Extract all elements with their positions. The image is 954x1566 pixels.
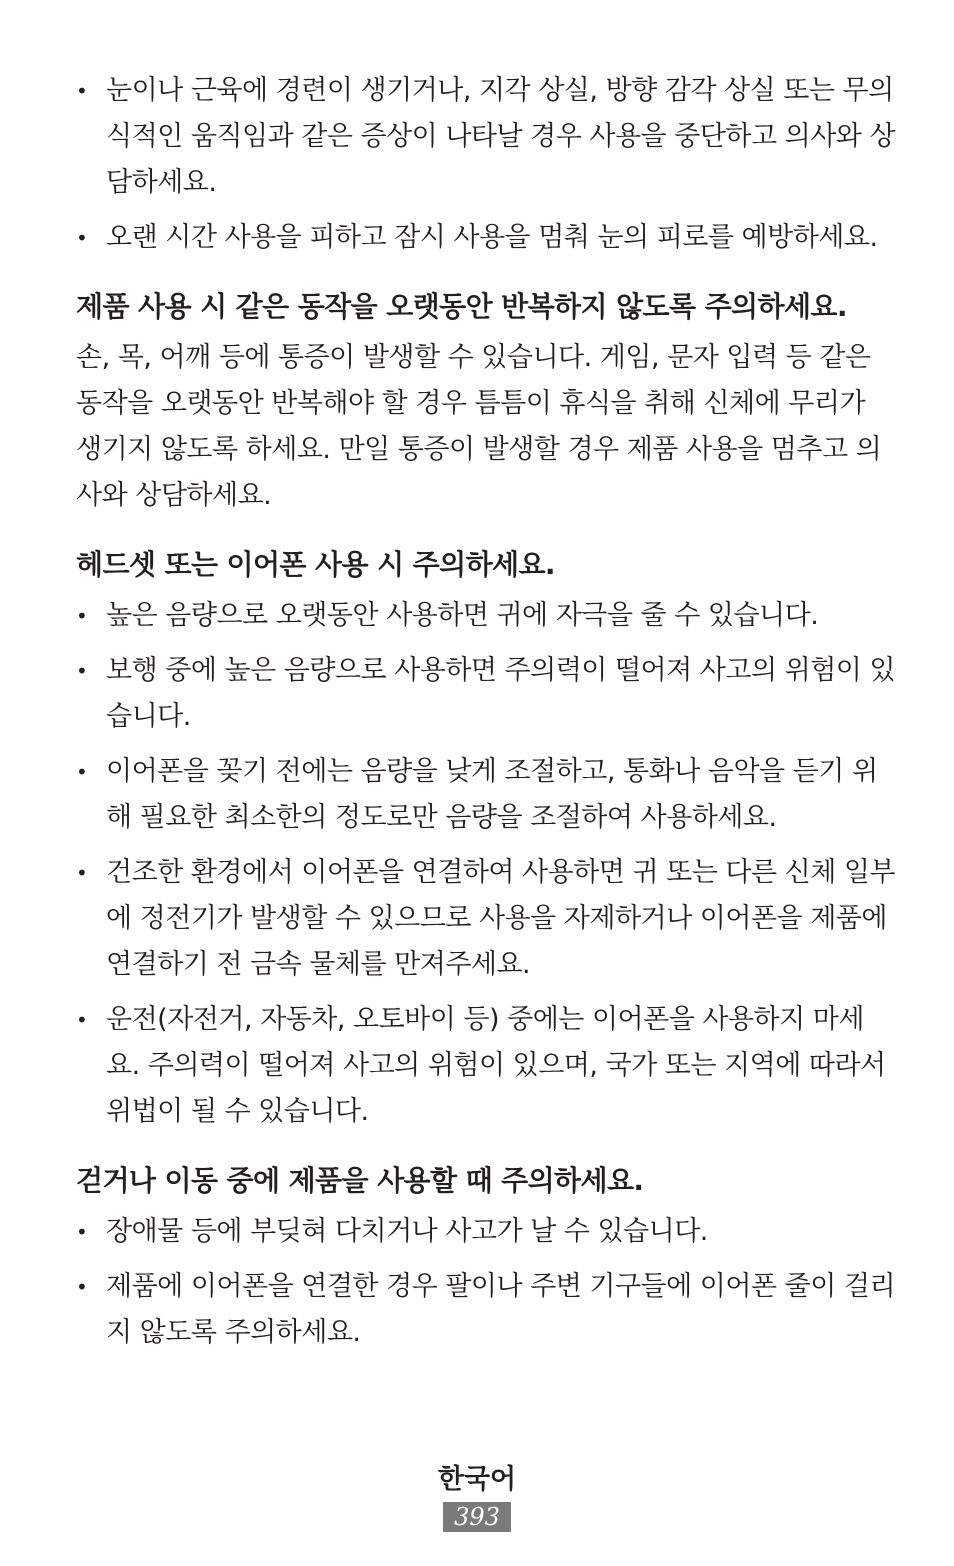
list-item [76,1264,896,1356]
paragraph-repetitive-motion: 손, 목, 어깨 등에 통증이 발생할 수 있습니다. 게임, 문자 입력 등 같은 동작을 오랫동안 반복해야 할 경우 틈틈이 휴식을 취해 신체에 무리가 생기지 않도록 하세요. 만일 통증이 발생할 경우 제품 사용을 멈추고 의사와 상담하세요. [76,342,882,511]
page-footer [0,1460,954,1532]
bullet-list-eye-strain [76,68,896,261]
bullet-icon: • [76,1008,88,1032]
bullet-icon: • [76,1220,88,1244]
list-item [76,215,896,261]
section-heading-repetitive-motion: 제품 사용 시 같은 동작을 오랫동안 반복하지 않도록 주의하세요. [76,290,847,323]
list-item-text: 장애물 등에 부딪혀 다치거나 사고가 날 수 있습니다. [106,1216,708,1247]
bullet-icon: • [76,226,88,250]
bullet-icon: • [76,861,88,885]
list-item [76,593,896,639]
bullet-icon: • [76,659,88,683]
list-item-text: 건조한 환경에서 이어폰을 연결하여 사용하면 귀 또는 다른 신체 일부에 정전기가 발생할 수 있으므로 사용을 자제하거나 이어폰을 제품에 연결하기 전 금속 물체를 만져주세요. [106,857,896,980]
bullet-icon: • [76,760,88,784]
list-item [76,749,896,841]
bullet-list-walking [76,1209,896,1356]
list-item [76,1209,896,1255]
list-item-text: 운전(자전거, 자동차, 오토바이 등) 중에는 이어폰을 사용하지 마세요. 주의력이 떨어져 사고의 위험이 있으며, 국가 또는 지역에 따라서 위법이 될 수 있습니다. [106,1004,886,1127]
bullet-icon: • [76,1275,88,1299]
document-body [76,68,896,1365]
footer-language-label: 한국어 [437,1464,517,1495]
list-item [76,648,896,740]
list-item-text: 오랜 시간 사용을 피하고 잠시 사용을 멈춰 눈의 피로를 예방하세요. [106,222,878,253]
list-item-text: 보행 중에 높은 음량으로 사용하면 주의력이 떨어져 사고의 위험이 있습니다. [106,655,896,732]
list-item-text: 높은 음량으로 오랫동안 사용하면 귀에 자극을 줄 수 있습니다. [106,600,819,631]
bullet-list-headset [76,593,896,1135]
section-heading-walking: 걷거나 이동 중에 제품을 사용할 때 주의하세요. [76,1164,644,1197]
list-item-text: 눈이나 근육에 경련이 생기거나, 지각 상실, 방향 감각 상실 또는 무의식적인 움직임과 같은 증상이 나타날 경우 사용을 중단하고 의사와 상담하세요. [106,75,896,198]
list-item-text: 제품에 이어폰을 연결한 경우 팔이나 주변 기구들에 이어폰 줄이 걸리지 않도록 주의하세요. [106,1271,896,1348]
bullet-icon: • [76,79,88,103]
list-item [76,997,896,1135]
list-item [76,68,896,206]
section-heading-headset: 헤드셋 또는 이어폰 사용 시 주의하세요. [76,548,555,581]
bullet-icon: • [76,604,88,628]
list-item [76,850,896,988]
page-number: 393 [443,1502,511,1532]
list-item-text: 이어폰을 꽂기 전에는 음량을 낮게 조절하고, 통화나 음악을 듣기 위해 필요한 최소한의 정도로만 음량을 조절하여 사용하세요. [106,756,878,833]
